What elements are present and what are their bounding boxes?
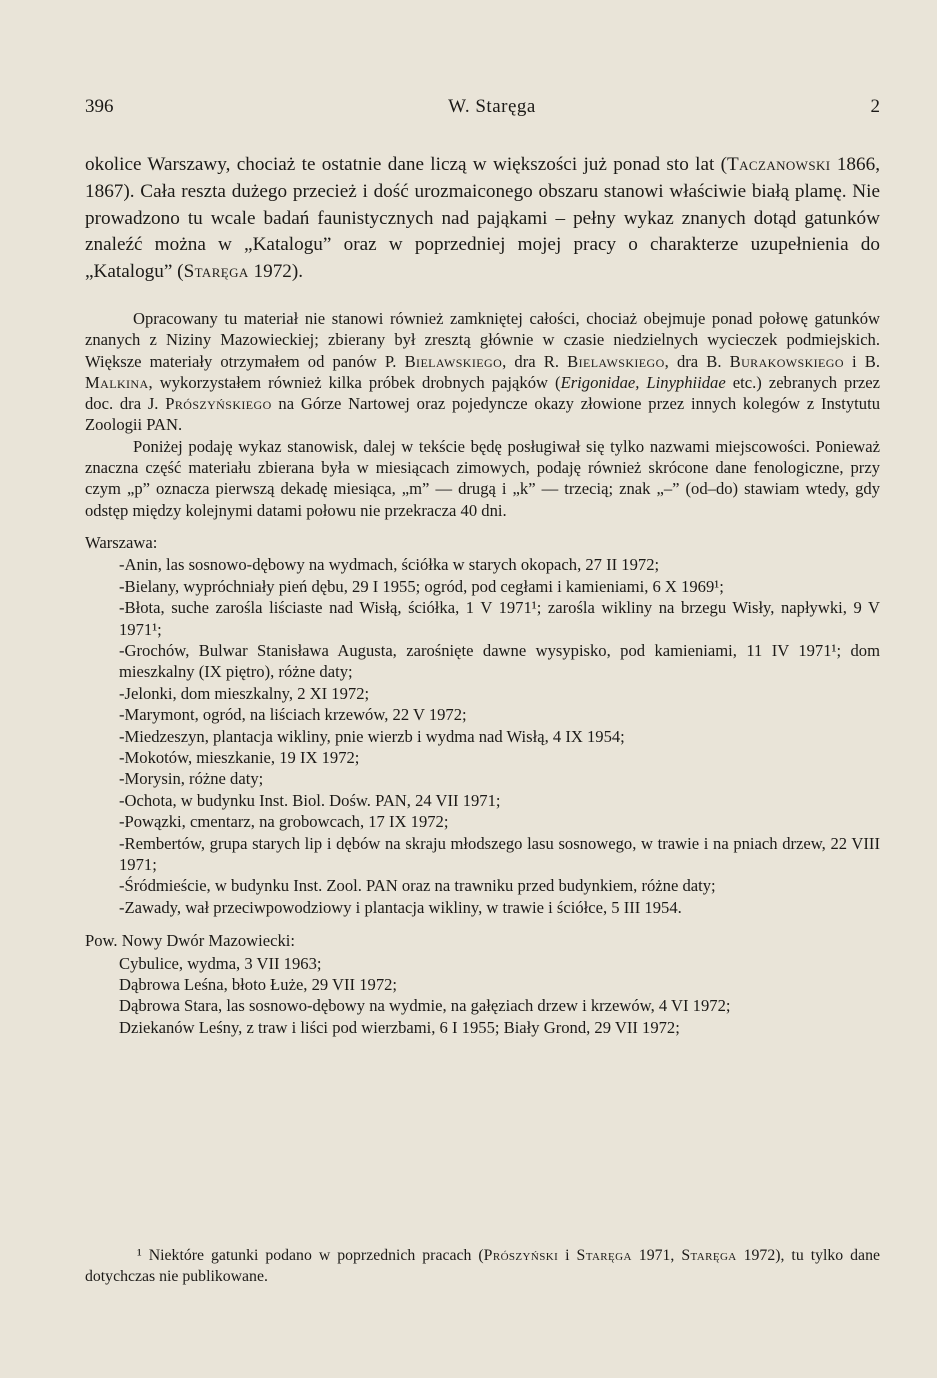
- issue-number: 2: [870, 96, 880, 117]
- locality-entry: Dąbrowa Leśna, błoto Łuże, 29 VII 1972;: [119, 975, 398, 995]
- locality-entry: -Ochota, w budynku Inst. Biol. Dośw. PAN, 24 VII 1971;: [119, 790, 501, 810]
- intro-paragraph: okolice Warszawy, chociaż te ostatnie dane liczą w większości już ponad sto lat (Taczanowski 1866, 1867). Cała reszta dużego przecież i dość urozmaiconego obszaru stanowi właściwie białą plamę. Nie prowadzono tu wcale badań faunistycznych nad pająkami – pełny wykaz znanych dotąd gatunków znaleźć można w „Katalogu” oraz w poprzedniej mojej pracy o charakterze uzupełnienia do „Katalogu” (Staręga 1972).: [85, 154, 880, 283]
- locality-entry: -Powązki, cmentarz, na grobowcach, 17 IX 1972;: [119, 812, 449, 832]
- locality-entry: Cybulice, wydma, 3 VII 1963;: [119, 953, 322, 973]
- author-header: W. Staręga: [448, 96, 536, 117]
- locality-entry: -Jelonki, dom mieszkalny, 2 XI 1972;: [119, 683, 370, 703]
- locality-entry: Dąbrowa Stara, las sosnowo-dębowy na wydmie, na gałęziach drzew i krzewów, 4 VI 1972;: [119, 996, 731, 1016]
- locality-entry: -Zawady, wał przeciwpowodziowy i plantacja wikliny, w trawie i ściółce, 5 III 1954.: [119, 897, 682, 917]
- locality-entry: -Śródmieście, w budynku Inst. Zool. PAN oraz na trawniku przed budynkiem, różne daty;: [119, 876, 716, 896]
- locality-entry: -Miedzeszyn, plantacja wikliny, pnie wierzb i wydma nad Wisłą, 4 IX 1954;: [119, 726, 625, 746]
- locality-entry: -Anin, las sosnowo-dębowy na wydmach, ściółka w starych okopach, 27 II 1972;: [119, 555, 660, 575]
- citation-author: Taczanowski: [727, 154, 831, 175]
- locality-entry: -Bielany, wypróchniały pień dębu, 29 I 1955; ogród, pod cegłami i kamieniami, 6 X 1969¹;: [119, 576, 724, 596]
- locality-entry: -Morysin, różne daty;: [119, 769, 264, 789]
- locality-entry: Dziekanów Leśny, z traw i liści pod wierzbami, 6 I 1955; Biały Grond, 29 VII 1972;: [119, 1017, 680, 1037]
- locality-entry: -Błota, suche zarośla liściaste nad Wisłą, ściółka, 1 V 1971¹; zarośla wikliny na brzegu Wisły, napływki, 9 V 1971¹;: [119, 598, 880, 639]
- region-title: Warszawa:: [85, 532, 158, 552]
- region-title: Pow. Nowy Dwór Mazowiecki:: [85, 931, 295, 951]
- footnote: ¹ Niektóre gatunki podano w poprzednich pracach (Prószyński i Staręga 1971, Staręga 1972), tu tylko dane dotychczas nie publikowane.: [85, 1247, 880, 1285]
- running-head: [85, 96, 880, 118]
- materials-paragraph: Opracowany tu materiał nie stanowi również zamkniętej całości, chociaż obejmuje ponad połowę gatunków znanych z Niziny Mazowieckiej; zbierany był zresztą głównie w czasie niedzielnych wycieczek podmiejskich. Większe materiały otrzymałem od panów P. Bielawskiego, dra R. Bielawskiego, dra B. Burakowskiego i B. Malkina, wykorzystałem również kilka próbek drobnych pająków (Erigonidae, Linyphiidae etc.) zebranych przez doc. dra J. Prószyńskiego na Górze Nartowej oraz pojedyncze okazy złowione przez innych kolegów z Instytutu Zoologii PAN.: [85, 308, 881, 435]
- methods-paragraph: Poniżej podaję wykaz stanowisk, dalej w tekście będę posługiwał się tylko nazwami miejscowości. Ponieważ znaczna część materiału zbierana była w miesiącach zimowych, podaję również skrócone dane fenologiczne, przy czym „p” oznacza pierwszą dekadę miesiąca, „m” — drugą i „k” — trzecią; znak „–” (od–do) stawiam wtedy, gdy odstęp między kolejnymi datami połowu nie przekracza 40 dni.: [85, 436, 880, 520]
- citation-author: Staręga: [183, 261, 249, 283]
- taxa-names: Erigonidae, Linyphiidae: [560, 372, 726, 392]
- body-text: [85, 308, 880, 521]
- page-number: 396: [85, 96, 114, 117]
- locality-list-warszawa: [85, 532, 880, 918]
- locality-entry: -Grochów, Bulwar Stanisława Augusta, zarośnięte dawne wysypisko, pod kamieniami, 11 IV 1971¹; dom mieszkalny (IX piętro), różne daty;: [119, 640, 880, 682]
- locality-entry: -Marymont, ogród, na liściach krzewów, 22 V 1972;: [119, 705, 467, 725]
- locality-entry: -Rembertów, grupa starych lip i dębów na skraju młodszego lasu sosnowego, w trawie i na pniach drzew, 22 VIII 1971;: [119, 833, 880, 875]
- locality-list-nowy-dwor: [85, 930, 880, 1038]
- locality-entry: -Mokotów, mieszkanie, 19 IX 1972;: [119, 748, 360, 768]
